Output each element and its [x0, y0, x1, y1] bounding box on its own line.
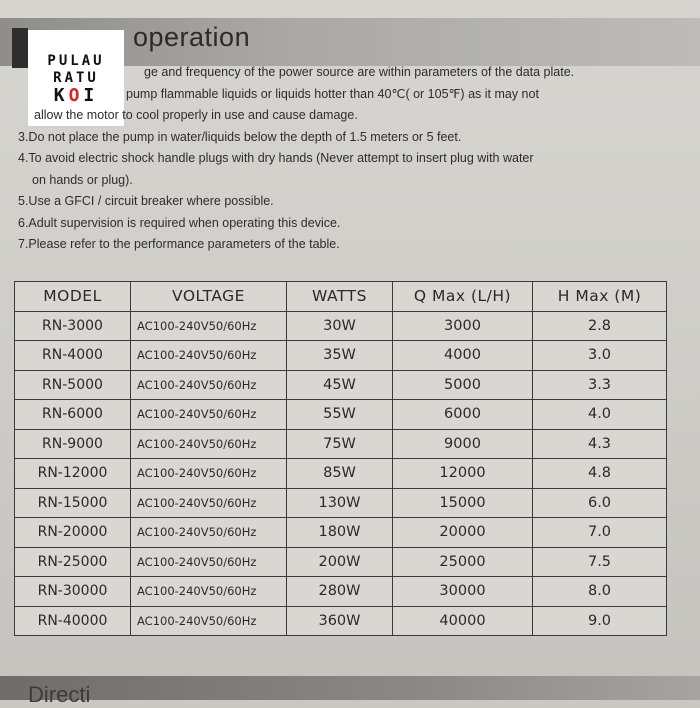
- instruction-line: 5.Use a GFCI / circuit breaker where possible.: [18, 194, 274, 208]
- column-header-h-max: H Max (M): [533, 282, 667, 312]
- column-header-watts: WATTS: [287, 282, 393, 312]
- cell-voltage: AC100-240V50/60Hz: [131, 429, 287, 459]
- next-section-title: Directi: [28, 682, 91, 707]
- cell-h-max: 2.8: [533, 311, 667, 341]
- cell-watts: 130W: [287, 488, 393, 518]
- cell-h-max: 4.0: [533, 400, 667, 430]
- instruction-line: on hands or plug).: [32, 172, 133, 187]
- cell-q-max: 15000: [393, 488, 533, 518]
- cell-watts: 35W: [287, 341, 393, 371]
- cell-model: RN-20000: [15, 518, 131, 548]
- cell-q-max: 3000: [393, 311, 533, 341]
- next-section-header-band: [0, 676, 700, 700]
- table-row: [15, 488, 667, 518]
- cell-q-max: 4000: [393, 341, 533, 371]
- cell-q-max: 20000: [393, 518, 533, 548]
- cell-q-max: 40000: [393, 606, 533, 636]
- cell-voltage: AC100-240V50/60Hz: [131, 370, 287, 400]
- cell-voltage: AC100-240V50/60Hz: [131, 488, 287, 518]
- cell-voltage: AC100-240V50/60Hz: [131, 547, 287, 577]
- cell-model: RN-9000: [15, 429, 131, 459]
- cell-watts: 180W: [287, 518, 393, 548]
- cell-q-max: 6000: [393, 400, 533, 430]
- cell-h-max: 3.0: [533, 341, 667, 371]
- cell-voltage: AC100-240V50/60Hz: [131, 606, 287, 636]
- table-row: [15, 311, 667, 341]
- instruction-line: 4.To avoid electric shock handle plugs with dry hands (Never attempt to insert plug with water: [18, 151, 534, 165]
- cell-voltage: AC100-240V50/60Hz: [131, 400, 287, 430]
- table-row: [15, 606, 667, 636]
- instruction-line: 3.Do not place the pump in water/liquids below the depth of 1.5 meters or 5 feet.: [18, 129, 462, 144]
- cell-q-max: 30000: [393, 577, 533, 607]
- cell-q-max: 12000: [393, 459, 533, 489]
- instruction-line: ge and frequency of the power source are within parameters of the data plate.: [144, 65, 575, 79]
- table-row: [15, 341, 667, 371]
- cell-model: RN-3000: [15, 311, 131, 341]
- performance-table: [14, 281, 667, 636]
- cell-model: RN-5000: [15, 370, 131, 400]
- cell-h-max: 4.8: [533, 459, 667, 489]
- cell-model: RN-15000: [15, 488, 131, 518]
- cell-model: RN-4000: [15, 341, 131, 371]
- cell-model: RN-25000: [15, 547, 131, 577]
- table-row: [15, 577, 667, 607]
- table-row: [15, 400, 667, 430]
- cell-q-max: 9000: [393, 429, 533, 459]
- cell-model: RN-40000: [15, 606, 131, 636]
- cell-h-max: 7.5: [533, 547, 667, 577]
- table-row: [15, 459, 667, 489]
- cell-voltage: AC100-240V50/60Hz: [131, 311, 287, 341]
- cell-watts: 55W: [287, 400, 393, 430]
- logo-line-2: RATU: [53, 69, 99, 86]
- table-row: [15, 518, 667, 548]
- cell-q-max: 25000: [393, 547, 533, 577]
- cell-h-max: 4.3: [533, 429, 667, 459]
- cell-h-max: 3.3: [533, 370, 667, 400]
- logo-line-1: PULAU: [47, 52, 105, 69]
- column-header-voltage: VOLTAGE: [131, 282, 287, 312]
- cell-voltage: AC100-240V50/60Hz: [131, 459, 287, 489]
- cell-watts: 280W: [287, 577, 393, 607]
- cell-voltage: AC100-240V50/60Hz: [131, 518, 287, 548]
- instruction-line: allow the motor to cool properly in use and cause damage.: [34, 108, 358, 122]
- table-header-row: [15, 282, 667, 312]
- cell-watts: 45W: [287, 370, 393, 400]
- cell-model: RN-6000: [15, 400, 131, 430]
- cell-h-max: 6.0: [533, 488, 667, 518]
- instruction-line: 7.Please refer to the performance parameters of the table.: [18, 237, 340, 251]
- column-header-model: MODEL: [15, 282, 131, 312]
- cell-watts: 85W: [287, 459, 393, 489]
- cell-watts: 75W: [287, 429, 393, 459]
- table-row: [15, 370, 667, 400]
- cell-h-max: 7.0: [533, 518, 667, 548]
- cell-watts: 30W: [287, 311, 393, 341]
- cell-voltage: AC100-240V50/60Hz: [131, 577, 287, 607]
- cell-voltage: AC100-240V50/60Hz: [131, 341, 287, 371]
- cell-q-max: 5000: [393, 370, 533, 400]
- safety-instructions: [18, 62, 678, 256]
- section-title: operation: [133, 22, 251, 52]
- cell-watts: 200W: [287, 547, 393, 577]
- instruction-line: pump flammable liquids or liquids hotter than 40℃( or 105℉) as it may not: [126, 86, 539, 101]
- cell-h-max: 9.0: [533, 606, 667, 636]
- cell-h-max: 8.0: [533, 577, 667, 607]
- cell-model: RN-30000: [15, 577, 131, 607]
- column-header-q-max: Q Max (L/H): [393, 282, 533, 312]
- table-row: [15, 547, 667, 577]
- logo-line-3: KOI: [53, 84, 99, 106]
- table-row: [15, 429, 667, 459]
- instruction-line: 6.Adult supervision is required when operating this device.: [18, 215, 341, 230]
- cell-watts: 360W: [287, 606, 393, 636]
- cell-model: RN-12000: [15, 459, 131, 489]
